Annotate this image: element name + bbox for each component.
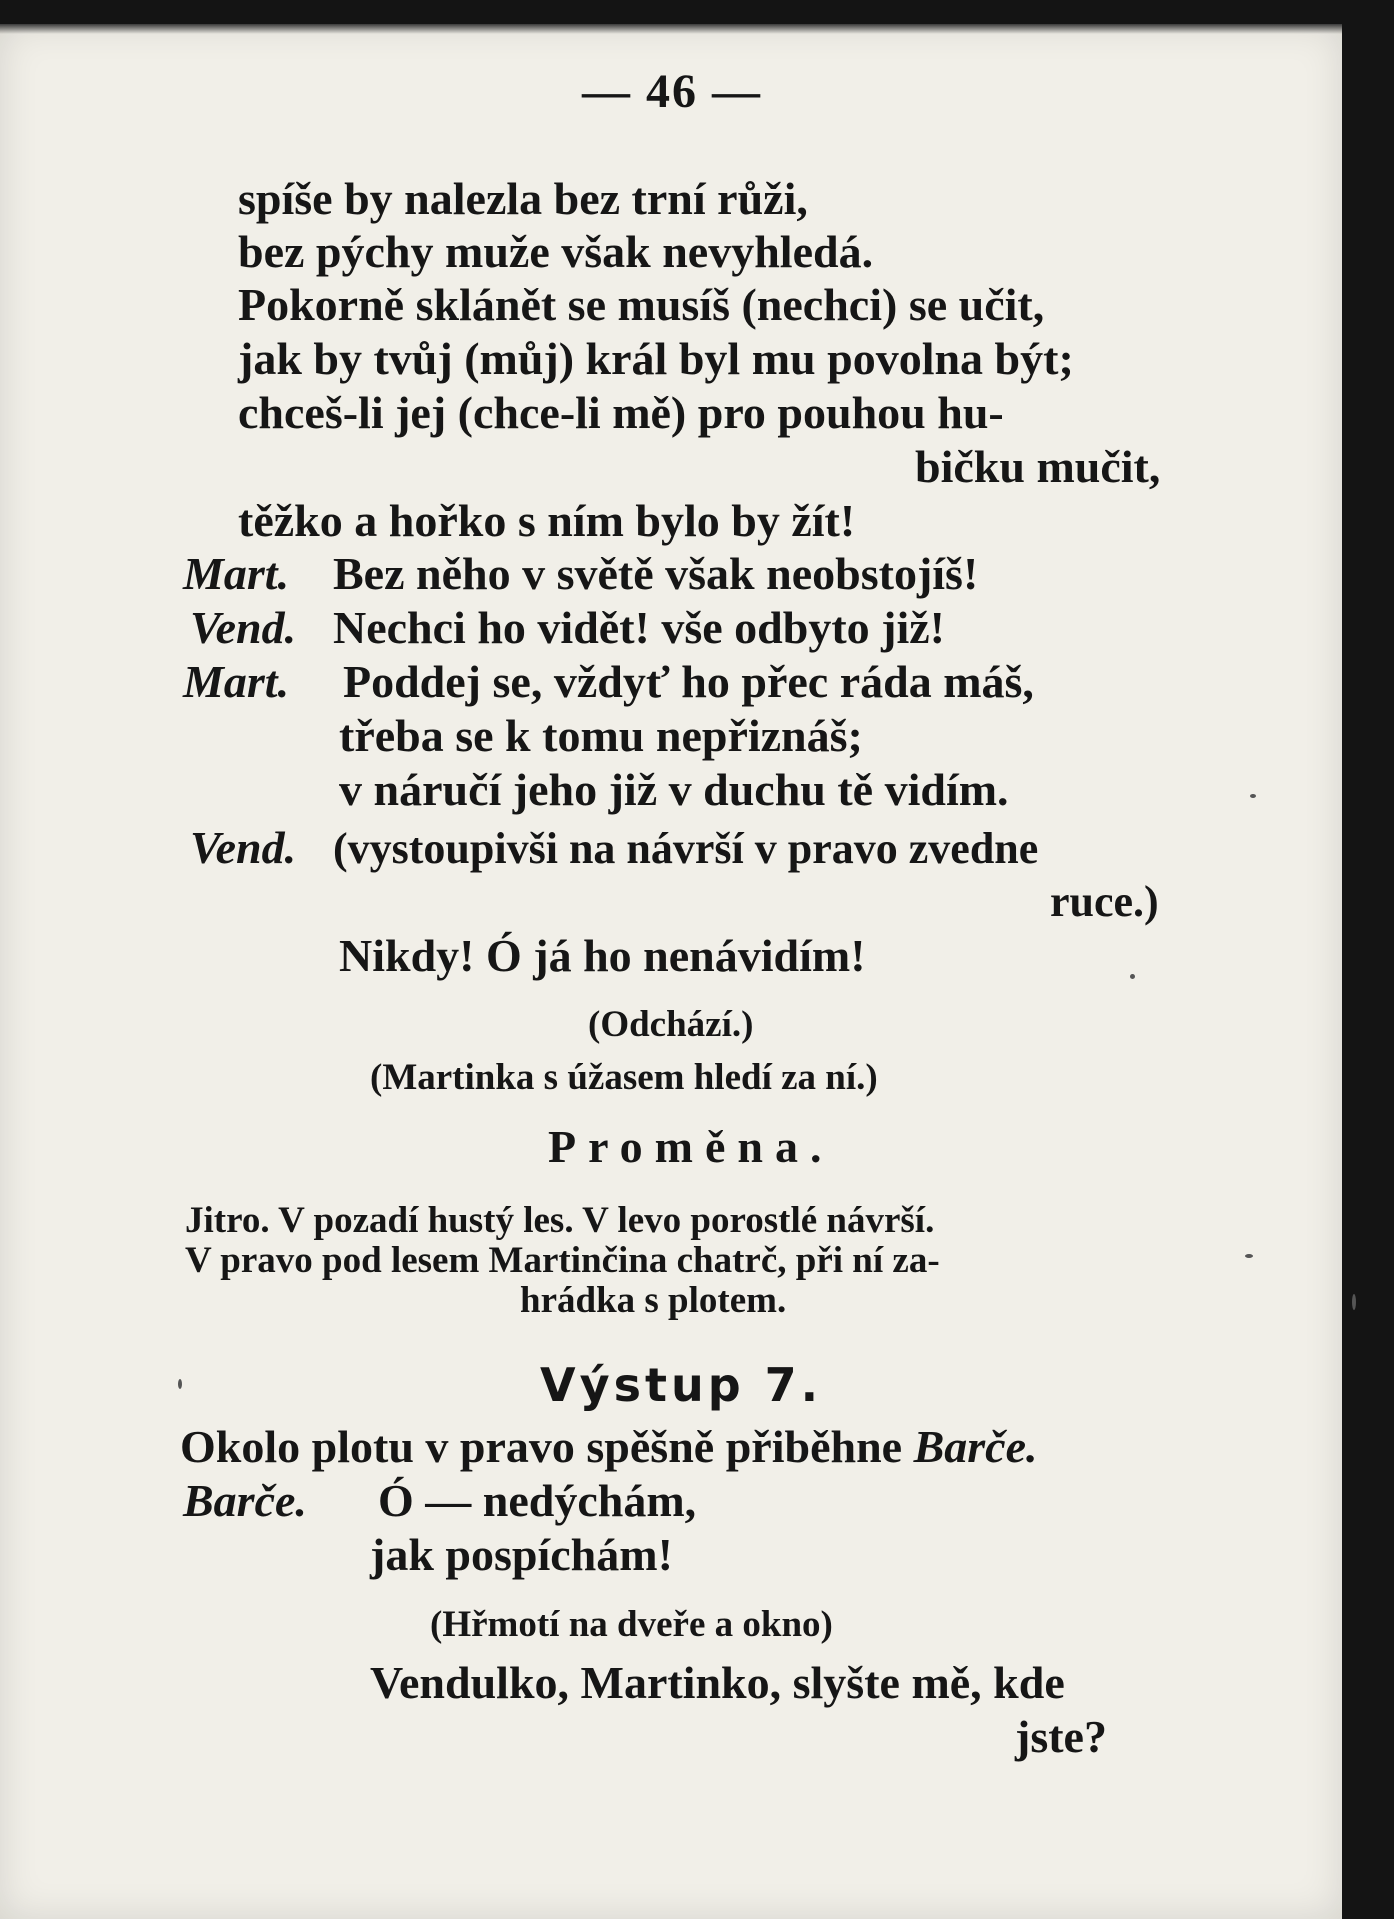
dialogue-line: jak pospíchám! [370,1529,673,1580]
paper-speck [1130,974,1135,979]
dialogue-line: Nechci ho vidět! vše odbyto již! [333,602,945,653]
speaker-label: Vend. [190,822,297,873]
stage-direction: (Martinka s úžasem hledí za ní.) [370,1057,878,1098]
stage-direction: (vystoupivši na návrší v pravo zvedne [333,824,1039,873]
stage-direction: (Odchází.) [588,1004,754,1045]
scene-description: hrádka s plotem. [520,1280,787,1321]
stage-direction-continuation: ruce.) [1050,877,1159,926]
verse-line: bez pýchy muže však nevyhledá. [238,226,874,277]
speaker-label: Mart. [183,548,290,599]
page-number: — 46 — [582,65,762,118]
speaker-label: Mart. [183,656,290,707]
dialogue-line: Nikdy! Ó já ho nenávidím! [339,930,866,981]
paper-speck [178,1379,182,1389]
stage-direction-text: Okolo plotu v pravo spěšně přiběhne [180,1421,914,1472]
book-page [0,24,1342,1919]
dialogue-line: Ó — nedýchám, [378,1475,697,1526]
verse-line: jak by tvůj (můj) král byl mu povolna být; [238,333,1074,384]
speaker-label: Barče. [183,1475,307,1526]
paper-speck [1245,1254,1253,1258]
scene-change-title: Proměna. [548,1121,834,1172]
speaker-label: Vend. [190,602,297,653]
verse-line: spíše by nalezla bez trní růži, [238,173,808,224]
scene-heading: Výstup 7. [540,1358,823,1412]
dialogue-line: v náručí jeho již v duchu tě vidím. [339,764,1009,815]
character-name: Barče. [913,1421,1038,1472]
stage-direction: (Hřmotí na dveře a okno) [430,1604,833,1645]
verse-line-continuation: bičku mučit, [915,441,1161,492]
page-top-edge [0,24,1342,34]
dialogue-line: Vendulko, Martinko, slyšte mě, kde [370,1657,1065,1708]
stage-direction [180,1421,1038,1472]
verse-line: těžko a hořko s ním bylo by žít! [238,495,856,546]
scene-description: Jitro. V pozadí hustý les. V levo porostlé návrší. [185,1200,935,1241]
dialogue-line: Bez něho v světě však neobstojíš! [333,548,979,599]
verse-line: chceš-li jej (chce-li mě) pro pouhou hu- [238,387,1004,438]
dialogue-line-continuation: jste? [1015,1711,1107,1762]
scene-description: V pravo pod lesem Martinčina chatrč, při ní za- [185,1240,940,1281]
paper-speck [1250,794,1256,798]
paper-speck [1352,1294,1356,1310]
dialogue-line: třeba se k tomu nepřiznáš; [339,710,863,761]
dialogue-line: Poddej se, vždyť ho přec ráda máš, [343,656,1034,707]
verse-line: Pokorně sklánět se musíš (nechci) se učit, [238,279,1045,330]
